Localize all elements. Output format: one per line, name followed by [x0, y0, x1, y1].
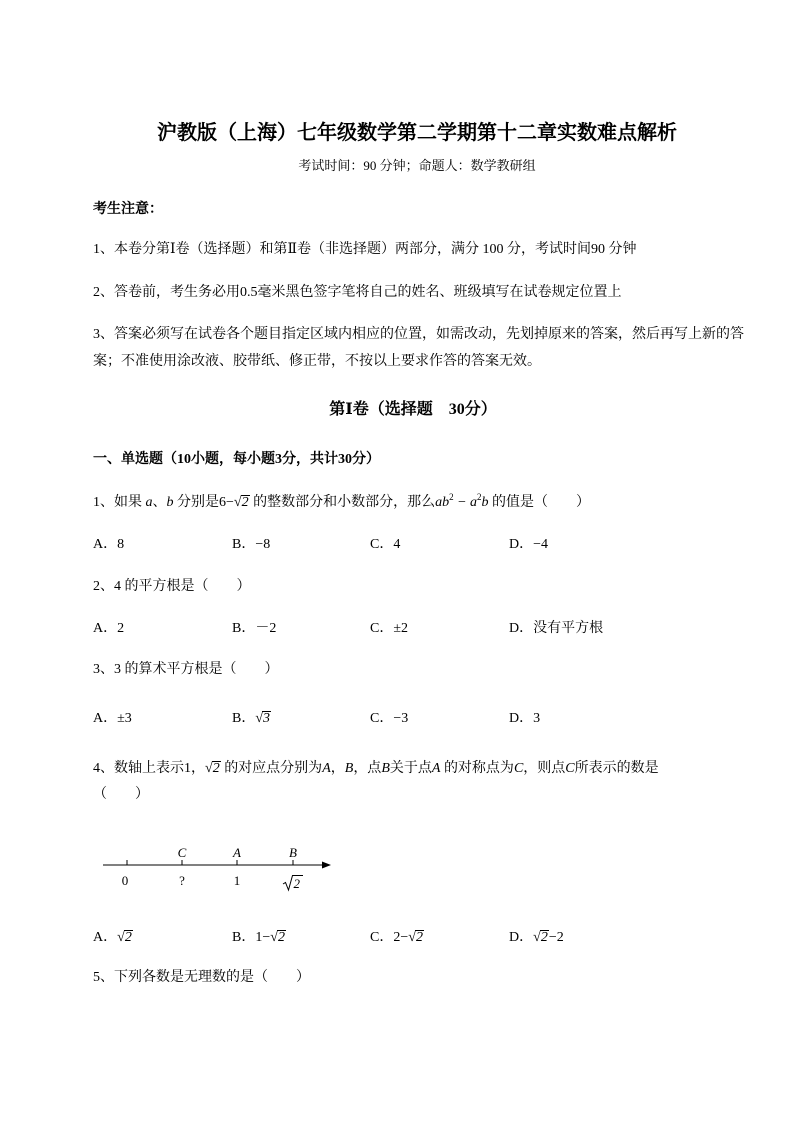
option-radicand: 2 [124, 930, 132, 945]
option-prefix: 2− [393, 930, 409, 945]
q1-sqrt [234, 493, 250, 513]
option-value: −4 [533, 537, 549, 552]
q4-text: 关于点 [389, 761, 432, 776]
q1-poly-exponent: 2 [449, 492, 454, 502]
q1-var-b: b [166, 495, 174, 510]
q1-poly-exponent: 2 [477, 492, 482, 502]
q3-option-b [232, 709, 271, 729]
q4-text: ，点 [353, 761, 382, 776]
section-1-heading: 一、单选题（10小题，每小题3分，共计30分） [93, 452, 380, 467]
q1-poly-part: − a [453, 495, 478, 510]
q4-point-var: A [431, 761, 441, 776]
option-label: B． [232, 930, 256, 945]
q4-point-var: B [344, 761, 354, 776]
notice-item-1: 1、本卷分第Ⅰ卷（选择题）和第Ⅱ卷（非选择题）两部分，满分 100 分，考试时间90 分钟 [93, 242, 637, 257]
q4-sqrt [205, 759, 221, 779]
q4-option-c [370, 928, 424, 948]
option-sqrt [117, 928, 133, 948]
question-4-stem [93, 759, 745, 779]
option-label: B． [232, 621, 256, 636]
q1-option-a [93, 535, 124, 555]
q1-option-d [509, 535, 548, 555]
q4-option-d [509, 928, 564, 948]
number-line-arrow [322, 862, 331, 869]
q1-poly-part: b [481, 495, 489, 510]
option-sqrt [270, 928, 286, 948]
option-label: A． [93, 711, 118, 726]
question-1-options [93, 535, 745, 555]
q1-poly-part: ab [435, 495, 450, 510]
option-radicand: 3 [263, 711, 271, 726]
option-value: −3 [393, 711, 409, 726]
value-label-unknown: ? [179, 873, 185, 888]
q1-option-c [370, 535, 400, 555]
part-1-heading: 第Ⅰ卷（选择题 30分） [329, 401, 497, 418]
q2-option-d [509, 619, 603, 639]
q4-option-a [93, 928, 133, 948]
option-value: 没有平方根 [533, 621, 604, 636]
notice-item-3: 3、答案必须写在试卷各个题目指定区域内相应的位置，如需改动，先划掉原来的答案，然后再写上新的答案；不准使用涂改液、胶带纸、修正带，不按以上要求作答的答案无效。 [93, 327, 744, 369]
q4-text: 的对应点分别为 [220, 761, 323, 776]
option-prefix: 1− [255, 930, 271, 945]
option-label: D． [509, 621, 534, 636]
q4-sqrt-radicand: 2 [212, 761, 220, 776]
q4-text: ，则点 [523, 761, 566, 776]
q4-text: ， [330, 761, 345, 776]
option-value: －2 [255, 621, 277, 636]
q4-point-var: C [513, 761, 524, 776]
option-value: 4 [393, 537, 401, 552]
value-label-1: 1 [233, 873, 241, 888]
q4-text: 的对称点为 [440, 761, 514, 776]
q4-text: 所表示的数是 [574, 761, 659, 776]
option-sqrt [408, 928, 424, 948]
point-label-b: B [289, 845, 297, 860]
point-label-a: A [233, 845, 241, 860]
number-line-figure [95, 835, 345, 900]
option-label: A． [93, 930, 118, 945]
option-value: −8 [255, 537, 271, 552]
question-3-options [93, 709, 745, 729]
question-2-options [93, 619, 745, 639]
option-label: D． [509, 930, 534, 945]
q1-var-a: a [145, 495, 153, 510]
q3-option-a [93, 709, 132, 729]
question-5-stem: 5、下列各数是无理数的是（ ） [93, 970, 310, 985]
question-2-stem: 2、4 的平方根是（ ） [93, 579, 251, 594]
option-label: C． [370, 711, 394, 726]
option-sqrt [255, 709, 271, 729]
option-label: A． [93, 621, 118, 636]
q4-option-b [232, 928, 286, 948]
option-radicand: 2 [540, 930, 548, 945]
option-label: D． [509, 711, 534, 726]
option-value: 2 [117, 621, 125, 636]
q1-sqrt-radicand: 2 [241, 495, 249, 510]
notice-item-2: 2、答卷前，考生务必用0.5毫米黑色签字笔将自己的姓名、班级填写在试卷规定位置上 [93, 285, 622, 300]
paper-title: 沪教版（上海）七年级数学第二学期第十二章实数难点解析 [157, 122, 677, 144]
q1-text: 分别是 [173, 495, 219, 510]
q3-option-d [509, 709, 540, 729]
option-label: B． [232, 537, 256, 552]
option-radicand: 2 [277, 930, 285, 945]
value-label-sqrt2-radicand: 2 [293, 876, 300, 891]
question-4-options [93, 928, 745, 948]
question-1-stem [93, 493, 745, 513]
option-label: C． [370, 621, 394, 636]
question-3-stem: 3、3 的算术平方根是（ ） [93, 662, 279, 677]
option-label: D． [509, 537, 534, 552]
value-label-0: 0 [121, 873, 129, 888]
option-label: C． [370, 930, 394, 945]
option-label: B． [232, 711, 256, 726]
q1-text: 、 [152, 495, 167, 510]
paper-subtitle: 考试时间：90 分钟；命题人：数学教研组 [298, 158, 536, 173]
q1-text: 的整数部分和小数部分，那么 [249, 495, 436, 510]
option-value: ±3 [117, 711, 132, 726]
point-label-c: C [177, 845, 187, 860]
option-suffix: −2 [548, 930, 564, 945]
q2-option-a [93, 619, 124, 639]
q1-option-b [232, 535, 270, 555]
q4-point-var: B [381, 761, 390, 776]
option-radicand: 2 [415, 930, 423, 945]
q4-point-var: A [322, 761, 331, 776]
notice-heading: 考生注意： [93, 202, 163, 217]
q4-text: 4、数轴上表示1， [93, 761, 205, 776]
q4-point-var: C [565, 761, 575, 776]
q2-option-c [370, 619, 408, 639]
option-value: ±2 [393, 621, 409, 636]
option-label: C． [370, 537, 394, 552]
q1-text: 的值是（ ） [488, 495, 591, 510]
q2-option-b [232, 619, 276, 639]
option-value: 3 [533, 711, 541, 726]
question-4-answer-blank: （ ） [93, 787, 149, 802]
q3-option-c [370, 709, 408, 729]
q1-expression-prefix: 6− [219, 495, 234, 510]
option-value: 8 [117, 537, 125, 552]
option-sqrt [533, 928, 549, 948]
q1-text: 1、如果 [93, 495, 146, 510]
option-label: A． [93, 537, 118, 552]
